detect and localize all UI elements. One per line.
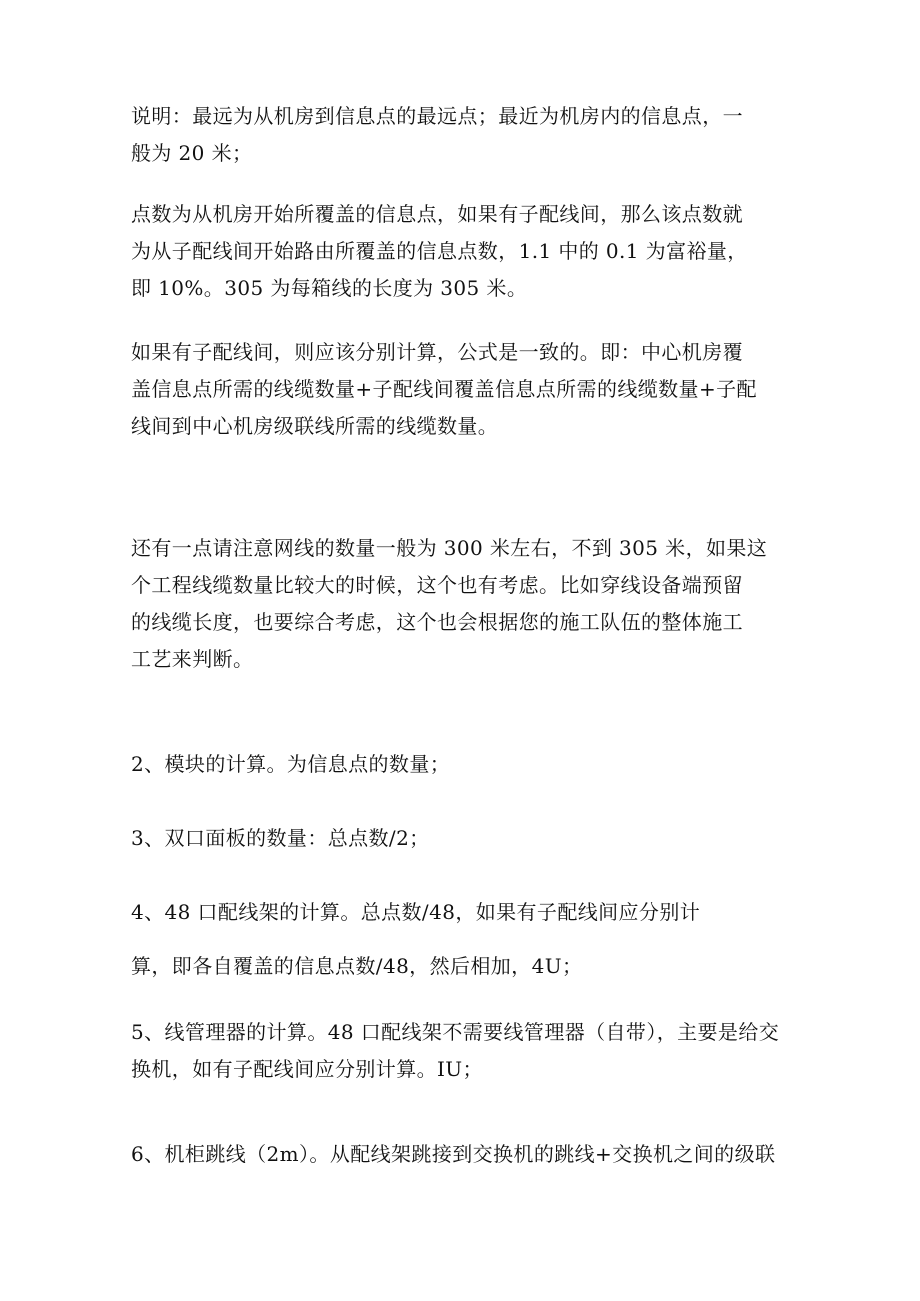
text-line: 2、模块的计算。为信息点的数量； [131, 752, 451, 776]
paragraph-point-count [131, 196, 793, 307]
text-line: 换机，如有子配线间应分别计算。IU； [131, 1057, 483, 1081]
text-line: 6、机柜跳线（2m）。从配线架跳接到交换机的跳线+交换机之间的级联 [131, 1142, 776, 1166]
text-line: 4、48 口配线架的计算。总点数/48，如果有子配线间应分别计 [131, 900, 701, 924]
paragraph-sub-distribution [131, 334, 793, 445]
paragraph-cable-note [131, 530, 793, 678]
paragraph-item-5 [131, 1014, 793, 1088]
paragraph-item-3 [131, 820, 793, 857]
paragraph-item-2 [131, 746, 793, 783]
text-line: 5、线管理器的计算。48 口配线架不需要线管理器（自带），主要是给交 [131, 1020, 780, 1044]
text-line: 个工程线缆数量比较大的时候，这个也有考虑。比如穿线设备端预留 [131, 573, 743, 597]
text-line: 为从子配线间开始路由所覆盖的信息点数，1.1 中的 0.1 为富裕量， [131, 239, 748, 263]
text-line: 般为 20 米； [131, 141, 253, 165]
text-line: 工艺来判断。 [131, 647, 254, 671]
paragraph-item-4 [131, 894, 793, 931]
paragraph-item-4-continued [131, 948, 793, 985]
text-line: 点数为从机房开始所覆盖的信息点，如果有子配线间，那么该点数就 [131, 202, 743, 226]
text-line: 盖信息点所需的线缆数量+子配线间覆盖信息点所需的线缆数量+子配 [131, 377, 757, 401]
text-line: 即 10%。305 为每箱线的长度为 305 米。 [131, 276, 528, 300]
text-line: 还有一点请注意网线的数量一般为 300 米左右，不到 305 米，如果这 [131, 536, 768, 560]
text-line: 3、双口面板的数量：总点数/2； [131, 826, 430, 850]
text-line: 说明：最远为从机房到信息点的最远点；最近为机房内的信息点，一 [131, 104, 743, 128]
paragraph-item-6 [131, 1136, 793, 1173]
text-line: 算，即各自覆盖的信息点数/48，然后相加，4U； [131, 954, 583, 978]
text-line: 的线缆长度，也要综合考虑，这个也会根据您的施工队伍的整体施工 [131, 610, 743, 634]
text-line: 线间到中心机房级联线所需的线缆数量。 [131, 414, 499, 438]
paragraph-distance-note [131, 98, 793, 172]
text-line: 如果有子配线间，则应该分别计算，公式是一致的。即：中心机房覆 [131, 340, 743, 364]
